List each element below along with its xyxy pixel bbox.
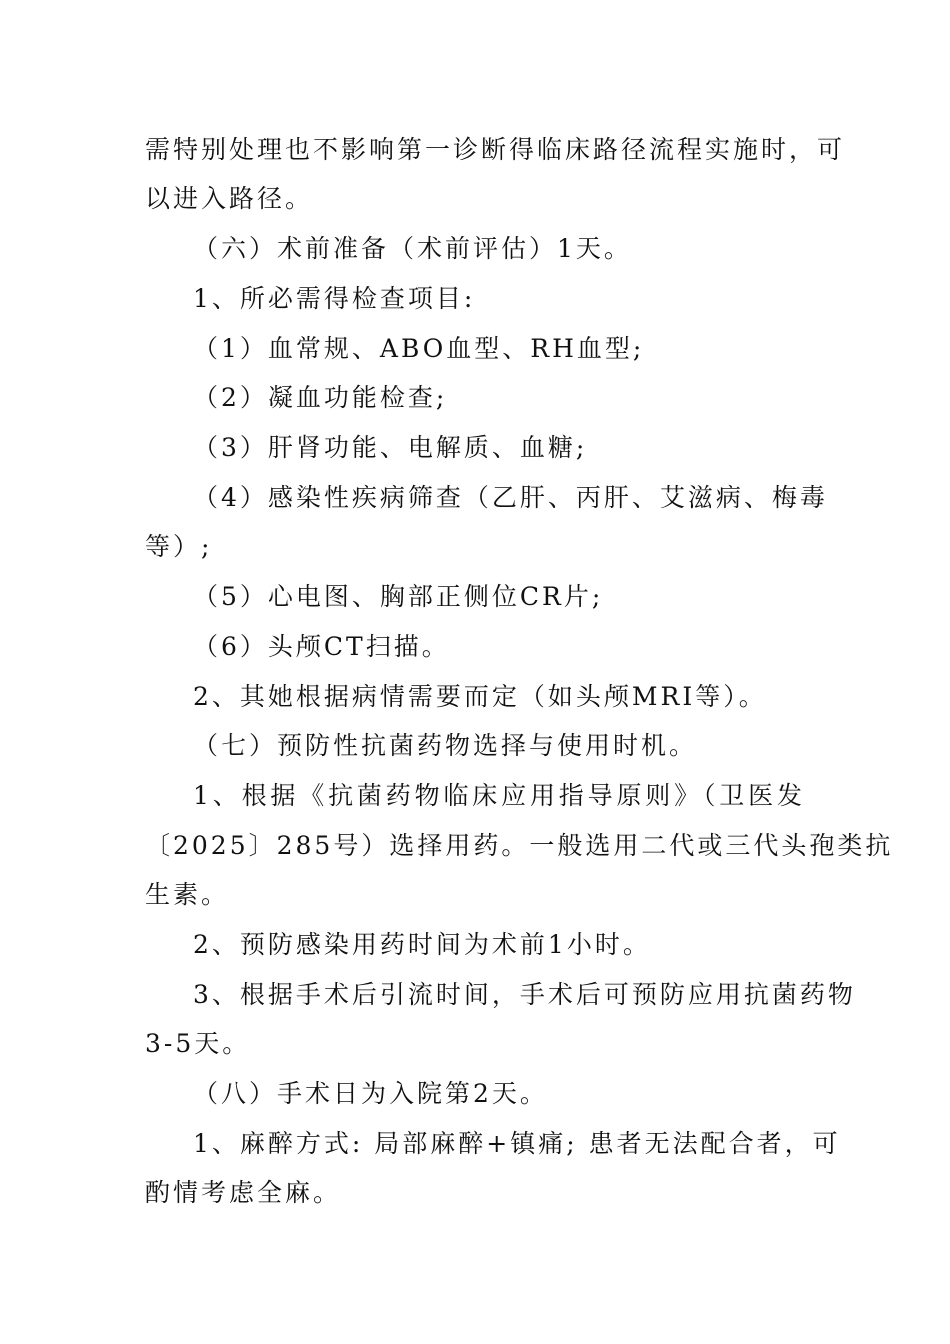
section-heading: （六）术前准备（术前评估）1天。: [193, 234, 632, 263]
text-line: 1、所必需得检查项目:: [193, 284, 476, 313]
list-item: （5）心电图、胸部正侧位CR片;: [193, 582, 604, 611]
list-item: （6）头颅CT扫描。: [193, 632, 450, 661]
text-line: 〔2025〕285号）选择用药。一般选用二代或三代头孢类抗: [145, 831, 894, 860]
section-heading: （七）预防性抗菌药物选择与使用时机。: [193, 731, 698, 760]
list-item: （3）肝肾功能、电解质、血糖;: [193, 433, 588, 462]
text-line: 2、预防感染用药时间为术前1小时。: [193, 930, 651, 959]
text-line: 3、根据手术后引流时间，手术后可预防应用抗菌药物: [193, 980, 856, 1009]
text-line: 酌情考虑全麻。: [145, 1178, 342, 1207]
text-line: 以进入路径。: [145, 184, 314, 213]
list-item: （1）血常规、ABO血型、RH血型;: [193, 334, 645, 363]
list-item: （2）凝血功能检查;: [193, 383, 448, 412]
text-line: 需特别处理也不影响第一诊断得临床路径流程实施时，可: [145, 135, 846, 164]
list-item-continuation: 等）;: [145, 532, 213, 561]
section-heading: （八）手术日为入院第2天。: [193, 1079, 548, 1108]
text-line: 1、根据《抗菌药物临床应用指导原则》（卫医发: [193, 781, 805, 810]
text-line: 2、其她根据病情需要而定（如头颅MRI等）。: [193, 682, 767, 711]
text-line: 生素。: [145, 880, 230, 909]
text-line: 3-5天。: [145, 1029, 251, 1058]
list-item: （4）感染性疾病筛查（乙肝、丙肝、艾滋病、梅毒: [193, 483, 828, 512]
text-line: 1、麻醉方式: 局部麻醉+镇痛; 患者无法配合者，可: [193, 1129, 841, 1158]
